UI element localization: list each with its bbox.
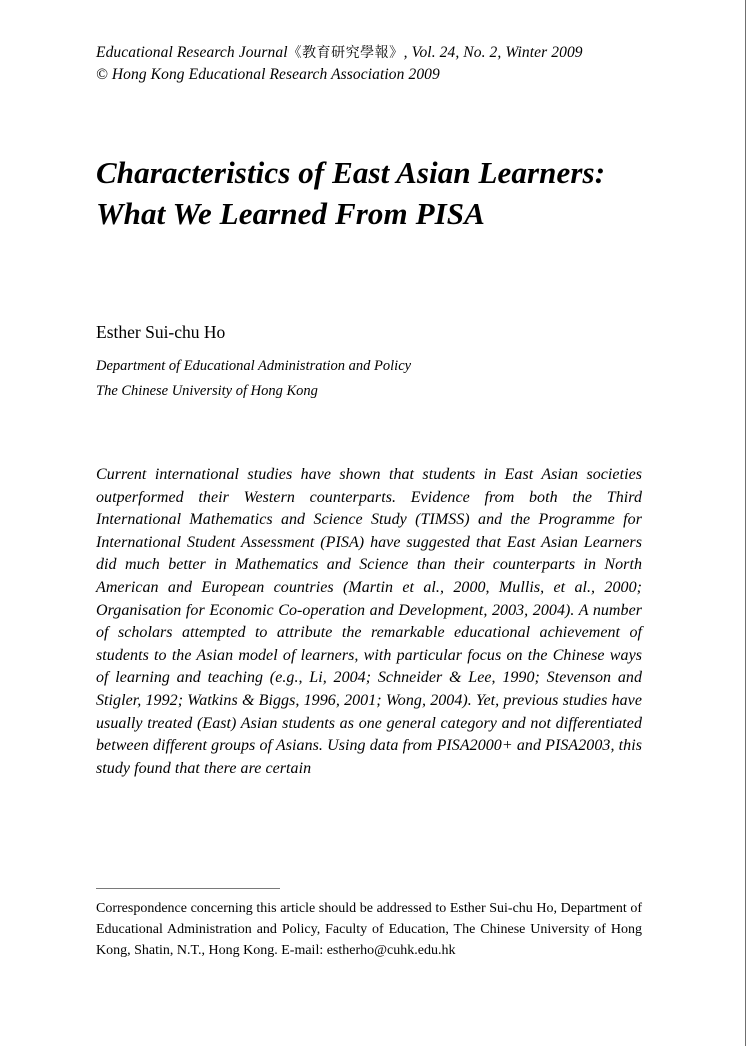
author-department: Department of Educational Administration and Policy: [96, 358, 412, 374]
author-name: Esther Sui-chu Ho: [96, 322, 226, 342]
abstract-text: Current international studies have shown that students in East Asian societies outperformed their Western counterparts. Evidence from both the Third International Mathematics and Science Study (TIMSS) and the Programme for International Student Assessment (PISA) have suggested that East Asian Learners did much better in Mathematics and Science than their counterparts in North American and European countries (Martin et al., 2000, Mullis, et al., 2000; Organisation for Economic Co-operation and Development, 2003, 2004). A number of scholars attempted to attribute the remarkable educational achievement of students to the Asian model of learners, with particular focus on the Chinese ways of learning and teaching (e.g., Li, 2004; Schneider & Lee, 1990; Stevenson and Stigler, 1992; Watkins & Biggs, 1996, 2001; Wong, 2004). Yet, previous studies have usually treated (East) Asian students as one general category and not differentiated between different groups of Asians. Using data from PISA2000+ and PISA2003, this study found that there are certain: [96, 466, 642, 777]
journal-volume-issue: , Vol. 24, No. 2, Winter 2009: [403, 44, 583, 61]
author-block: [96, 320, 642, 404]
author-institution: The Chinese University of Hong Kong: [96, 383, 318, 399]
journal-running-head: [96, 42, 642, 85]
footnote-text: Correspondence concerning this article should be addressed to Esther Sui-chu Ho, Department of Educational Administration and Policy, Faculty of Education, The Chinese University of Hong Kong, Shatin, N.T., Hong Kong. E-mail: estherho@cuhk.edu.hk: [96, 901, 642, 958]
correspondence-footnote: [96, 888, 642, 961]
page-title: Characteristics of East Asian Learners: What We Learned From PISA: [96, 154, 606, 231]
journal-name: Educational Research Journal: [96, 44, 288, 61]
copyright-line: © Hong Kong Educational Research Association 2009: [96, 66, 440, 83]
journal-citation-line: [96, 42, 642, 64]
journal-name-chinese: 《教育研究學報》: [287, 45, 404, 61]
footnote-divider: [96, 888, 280, 889]
